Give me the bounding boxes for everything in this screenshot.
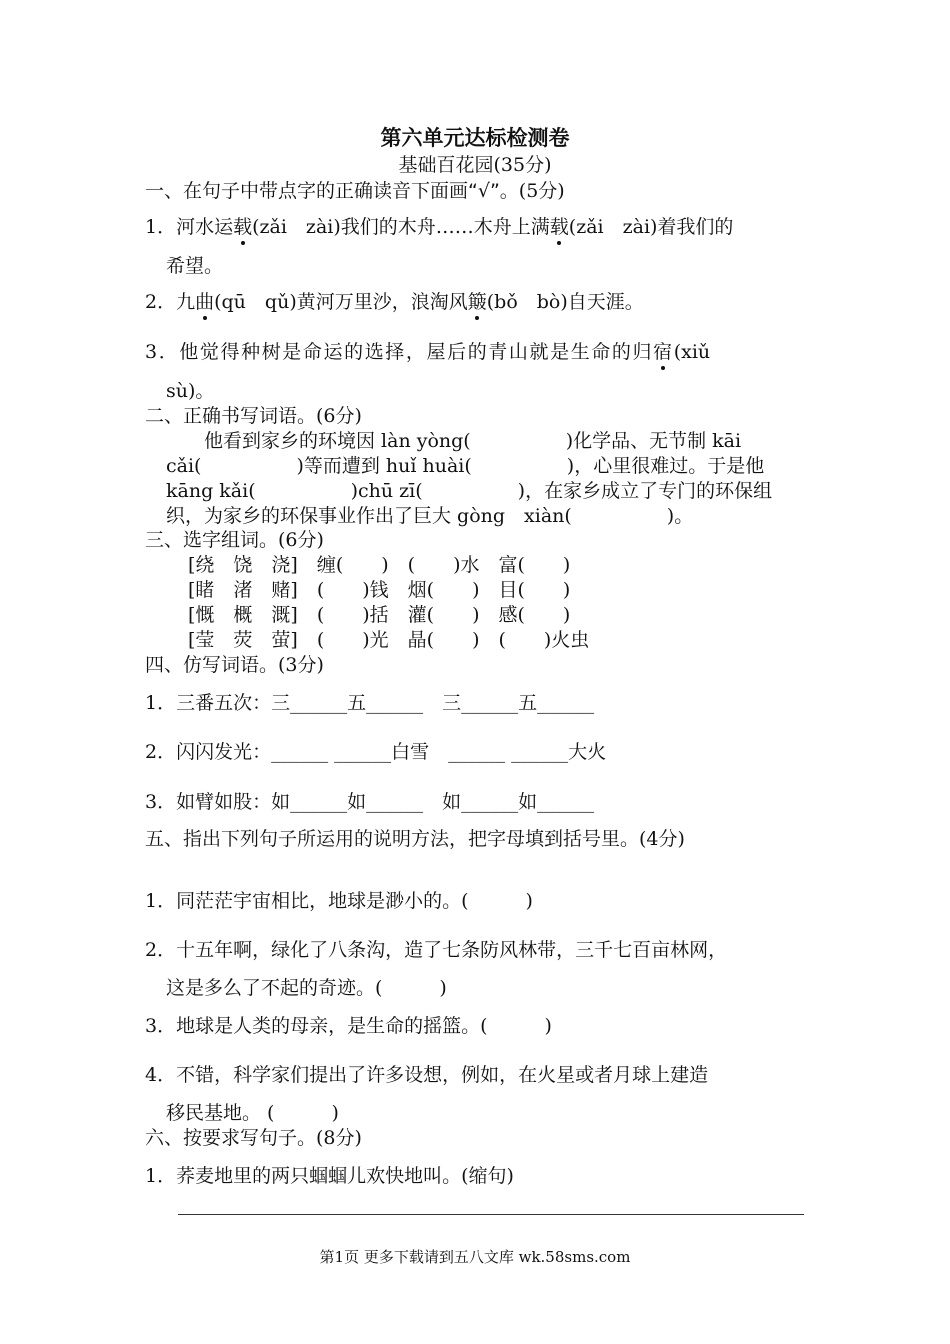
s1-question-2 [145,287,644,314]
s5-question-4: 4．不错，科学家们提出了许多设想，例如，在火星或者月球上建造 [145,1064,709,1086]
s2-paragraph-line-2: cǎi( )等而遭到 huǐ huài( )，心里很难过。于是他 [166,455,765,477]
section-1-heading [145,176,565,203]
s1-q3-continuation: sù)。 [166,380,215,402]
section-2-score: (6分) [316,405,362,427]
s1-q3-text-b: (xiǔ [673,341,711,363]
section-3-heading [145,525,324,552]
s1-q3-text-a: 3．他觉得种树是命运的选择，屋后的青山就是生命的归 [145,341,654,363]
section-2-title: 二、正确书写词语。 [145,405,317,427]
s2-paragraph-line-4: 织，为家乡的环保事业作出了巨大 gòng xiàn( )。 [166,505,694,527]
s1-q1-dotted-char-2: 载 [549,216,569,238]
s5-q2-continuation: 这是多么了不起的奇迹。( ) [166,977,447,999]
s1-q1-text-a: 1．河水运 [145,216,234,238]
s6-answer-line [178,1214,804,1215]
s4-question-1: 1．三番五次：三______五______ 三______五______ [145,692,595,714]
section-5-title: 五、指出下列句子所运用的说明方法，把字母填到括号里。 [145,828,640,850]
section-1-title: 一、在句子中带点字的正确读音下面画“√”。 [145,180,519,202]
s4-question-3: 3．如臂如股：如______如______ 如______如______ [145,791,595,813]
s5-question-2: 2．十五年啊，绿化了八条沟，造了七条防风林带，三千七百亩林网， [145,939,728,961]
s1-question-3 [145,337,710,364]
page-footer: 第1页 更多下载请到五八文库 wk.58sms.com [319,1248,631,1266]
section-3-title: 三、选字组词。 [145,529,279,551]
s1-q2-text-a: 2．九 [145,291,196,313]
s1-q2-text-b: (qū qǔ)黄河万里沙，浪淘风 [214,291,468,313]
section-1-score: (5分) [518,180,565,202]
section-6-score: (8分) [316,1127,362,1149]
section-4-title: 四、仿写词语。 [145,654,279,676]
section-2-heading [145,401,362,428]
s1-q1-continuation: 希望。 [166,255,224,277]
section-5-heading [145,824,685,851]
section-4-score: (3分) [278,654,324,676]
s3-row-4: [莹 荧 萤] ( )光 晶( ) ( )火虫 [188,629,590,651]
page-subtitle: 基础百花园(35分) [398,154,552,176]
section-5-score: (4分) [639,828,685,850]
s3-row-1: [绕 饶 浇] 缠( ) ( )水 富( ) [188,554,571,576]
s5-q4-continuation: 移民基地。 ( ) [166,1102,339,1124]
s1-q1-text-c: (zǎi zài)着我们的 [568,216,734,238]
s6-question-1: 1．荞麦地里的两只蝈蝈儿欢快地叫。(缩句) [145,1165,514,1187]
s2-paragraph-line-1: 他看到家乡的环境因 làn yòng( )化学品、无节制 kāi [166,430,742,452]
section-6-heading [145,1123,362,1150]
s1-q1-text-b: (zǎi zài)我们的木舟……木舟上满 [252,216,550,238]
s3-row-3: [慨 概 溉] ( )括 灌( ) 感( ) [188,604,571,626]
page-title: 第六单元达标检测卷 [380,126,570,150]
s5-question-1: 1．同茫茫宇宙相比，地球是渺小的。( ) [145,890,533,912]
s2-paragraph-line-3: kāng kǎi( )chū zī( )，在家乡成立了专门的环保组 [166,480,773,502]
s1-q2-dotted-char-1: 曲 [195,291,215,313]
s1-q2-text-c: (bǒ bò)自天涯。 [486,291,644,313]
s1-q1-dotted-char-1: 载 [233,216,253,238]
section-6-title: 六、按要求写句子。 [145,1127,317,1149]
s4-question-2: 2．闪闪发光：______ ______白雪 ______ ______大火 [145,741,607,763]
section-4-heading [145,650,324,677]
section-3-score: (6分) [278,529,324,551]
s1-q3-dotted-char: 宿 [653,341,674,363]
s3-row-2: [睹 渚 赌] ( )钱 烟( ) 目( ) [188,579,571,601]
s1-question-1 [145,212,733,239]
s5-question-3: 3．地球是人类的母亲，是生命的摇篮。( ) [145,1015,552,1037]
s1-q2-dotted-char-2: 簸 [467,291,487,313]
